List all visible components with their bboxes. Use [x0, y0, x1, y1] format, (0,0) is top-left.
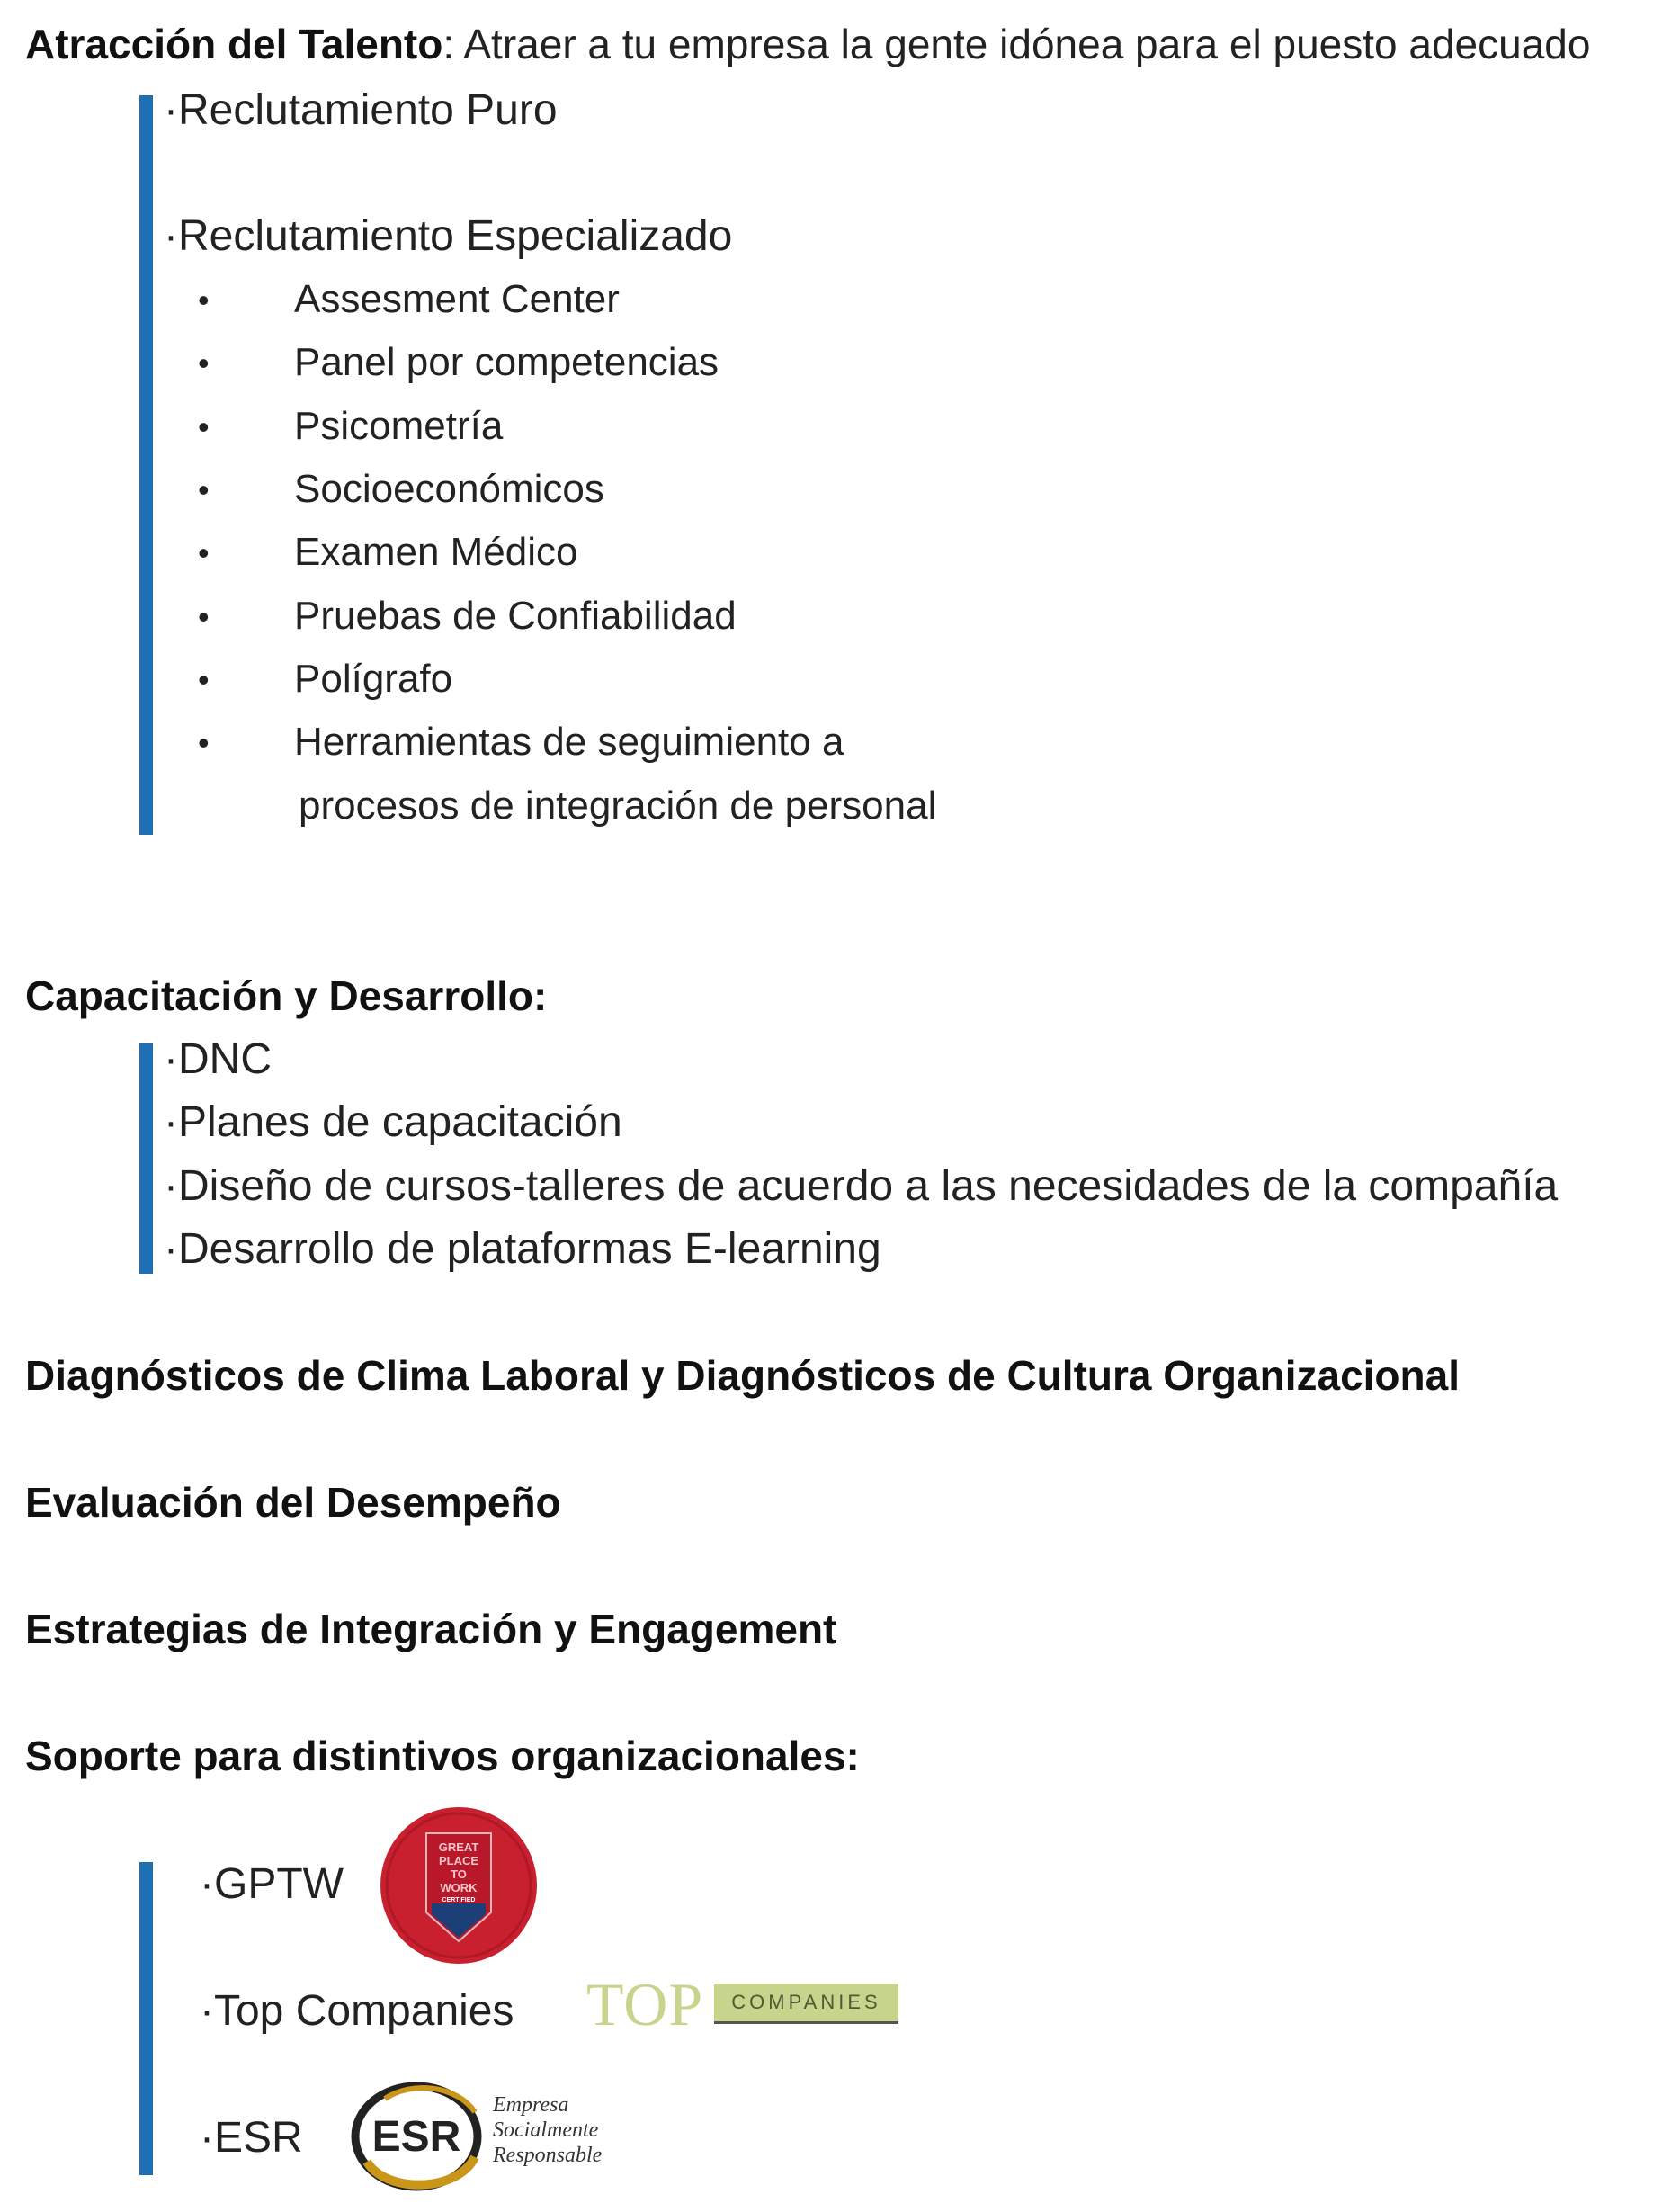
- top-companies-logo-box-text: COMPANIES: [731, 1991, 881, 2013]
- climate-heading: Diagnósticos de Clima Laboral y Diagnósticos de Cultura Organizacional: [25, 1352, 1460, 1399]
- talent-description: : Atraer a tu empresa la gente idónea para el puesto adecuado: [442, 21, 1591, 67]
- gptw-logo-text: TO: [451, 1867, 467, 1881]
- bullet: •: [198, 598, 210, 635]
- top-companies-logo-word: TOP: [586, 1970, 704, 2038]
- list-item: Psicometría: [294, 404, 504, 448]
- esr-logo-text: Responsable: [493, 2144, 603, 2167]
- list-item: Polígrafo: [294, 657, 453, 701]
- list-item: Assesment Center: [294, 277, 620, 321]
- training-item-dnc: ·DNC: [164, 1035, 272, 1083]
- badge-item-esr: ·ESR: [200, 2114, 303, 2162]
- performance-heading: Evaluación del Desempeño: [25, 1479, 561, 1526]
- training-item-courses: ·Diseño de cursos-talleres de acuerdo a las necesidades de la compañía: [164, 1162, 1559, 1210]
- gptw-logo-text: GREAT: [438, 1840, 479, 1854]
- training-item-plans: ·Planes de capacitación: [164, 1098, 622, 1146]
- top-companies-logo-box: [714, 1984, 898, 2024]
- list-item: Examen Médico: [294, 530, 578, 574]
- top-companies-logo: [586, 1968, 903, 2040]
- talent-specialized-recruitment: ·Reclutamiento Especializado: [164, 212, 733, 260]
- gptw-logo-text: PLACE: [438, 1854, 479, 1867]
- bullet: •: [198, 471, 210, 508]
- bullet: •: [198, 661, 210, 698]
- list-item: Socioeconómicos: [294, 467, 604, 511]
- training-item-elearning: ·Desarrollo de plataformas E-learning: [164, 1225, 881, 1273]
- bullet: •: [198, 345, 210, 381]
- gptw-logo-text: CERTIFIED: [442, 1897, 476, 1903]
- talent-title: Atracción del Talento: [25, 21, 443, 67]
- training-heading: Capacitación y Desarrollo:: [25, 972, 548, 1019]
- bullet: •: [198, 408, 210, 445]
- talent-heading: [25, 20, 1590, 68]
- list-item-continuation: procesos de integración de personal: [299, 784, 937, 828]
- esr-logo-text: Empresa: [493, 2093, 569, 2117]
- badges-heading: Soporte para distintivos organizacionales:: [25, 1733, 860, 1779]
- engagement-heading: Estrategias de Integración y Engagement: [25, 1606, 837, 1652]
- esr-logo: [349, 2072, 628, 2198]
- bullet: •: [198, 724, 210, 761]
- esr-logo-text: Socialmente: [493, 2118, 599, 2142]
- esr-logo-mark: ESR: [371, 2113, 461, 2161]
- list-item: Panel por competencias: [294, 340, 719, 384]
- training-accent-bar: [139, 1043, 153, 1274]
- talent-accent-bar: [139, 95, 153, 835]
- bullet: •: [198, 282, 210, 318]
- list-item: Herramientas de seguimiento a: [294, 720, 844, 764]
- bullet: •: [198, 534, 210, 571]
- talent-pure-recruitment: ·Reclutamiento Puro: [164, 86, 558, 134]
- badge-item-gptw: ·GPTW: [200, 1860, 344, 1908]
- gptw-logo: [380, 1806, 538, 1965]
- badge-item-top-companies: ·Top Companies: [200, 1987, 514, 2035]
- gptw-logo-text: WORK: [440, 1881, 478, 1894]
- list-item: Pruebas de Confiabilidad: [294, 594, 737, 638]
- badges-accent-bar: [139, 1862, 153, 2175]
